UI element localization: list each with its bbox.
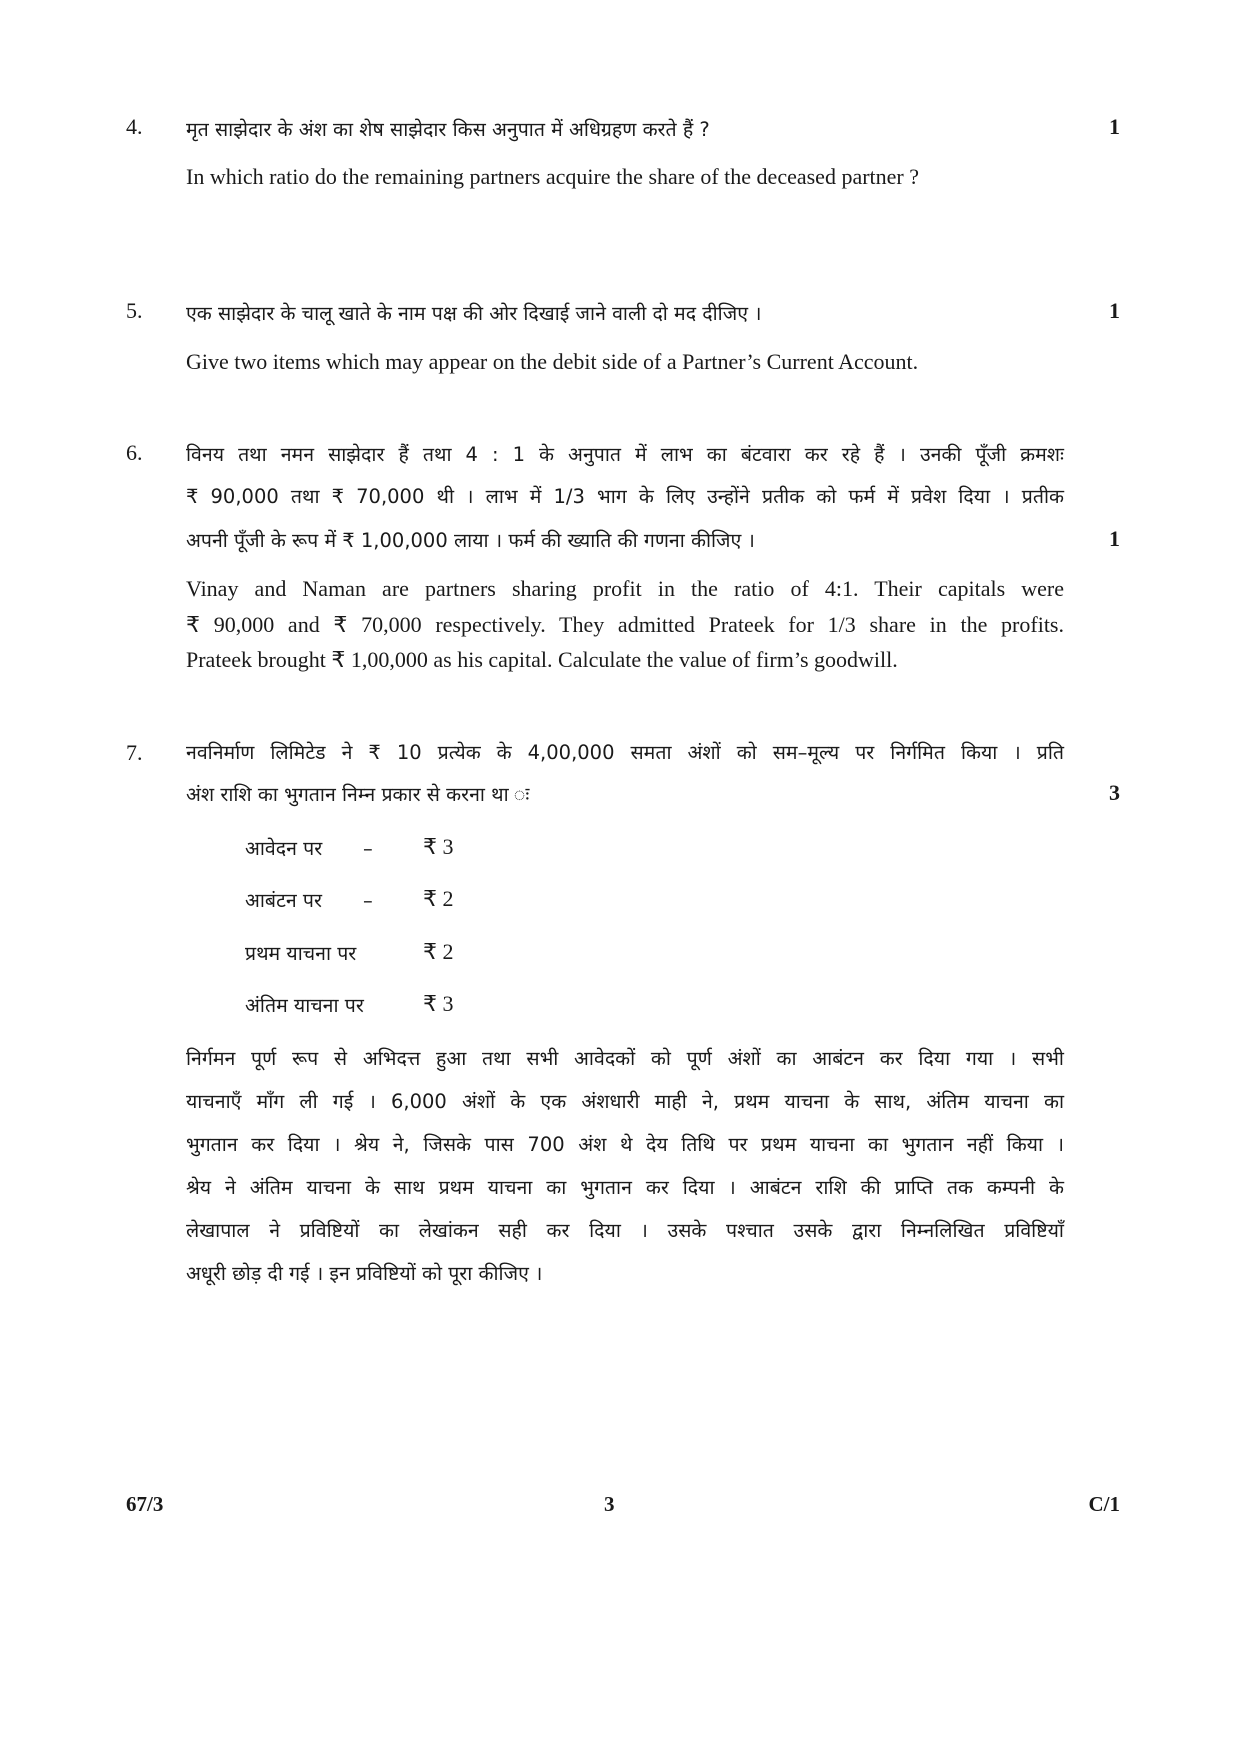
installment-label: अंतिम याचना पर xyxy=(245,994,364,1017)
installment-label: आवेदन पर xyxy=(245,837,323,860)
paper-code: 67/3 xyxy=(126,1492,164,1516)
installment-amount: ₹ 2 xyxy=(423,886,454,911)
question-hindi-line: नवनिर्माण लिमिटेड ने ₹ 10 प्रत्येक के 4,00,000 समता अंशों को सम–मूल्य पर निर्गमित किया । प्रति xyxy=(186,741,1064,764)
installment-row xyxy=(245,939,454,966)
installment-label: आबंटन पर xyxy=(245,889,322,912)
question-hindi-line: अपनी पूँजी के रूप में ₹ 1,00,000 लाया । फर्म की ख्याति की गणना कीजिए । xyxy=(186,529,755,552)
question-hindi-line: लेखापाल ने प्रविष्टियों का लेखांकन सही कर दिया । उसके पश्चात उसके द्वारा निम्नलिखित प्रविष्टियाँ xyxy=(186,1219,1064,1242)
question-number: 5. xyxy=(126,298,143,323)
question-english-text: In which ratio do the remaining partners acquire the share of the deceased partner ? xyxy=(186,164,920,189)
question-english-line: ₹ 90,000 and ₹ 70,000 respectively. They admitted Prateek for 1/3 share in the profits. xyxy=(186,612,1064,637)
installment-dash: – xyxy=(363,837,373,860)
question-number: 4. xyxy=(126,114,143,139)
question-english-text: Give two items which may appear on the debit side of a Partner’s Current Account. xyxy=(186,349,919,374)
question-hindi-line: श्रेय ने अंतिम याचना के साथ प्रथम याचना का भुगतान कर दिया । आबंटन राशि की प्राप्ति तक कम्पनी के xyxy=(186,1176,1064,1199)
installment-row xyxy=(245,991,454,1018)
installment-amount: ₹ 3 xyxy=(423,834,454,859)
question-hindi-text: मृत साझेदार के अंश का शेष साझेदार किस अनुपात में अधिग्रहण करते हैं ? xyxy=(186,118,710,141)
question-hindi-text: एक साझेदार के चालू खाते के नाम पक्ष की ओर दिखाई जाने वाली दो मद दीजिए । xyxy=(186,302,762,325)
question-marks: 1 xyxy=(1109,298,1120,323)
question-hindi-line: अंश राशि का भुगतान निम्न प्रकार से करना था ः xyxy=(186,783,530,806)
question-hindi-line: विनय तथा नमन साझेदार हैं तथा 4 : 1 के अनुपात में लाभ का बंटवारा कर रहे हैं । उनकी पूँजी क्रमशः xyxy=(186,443,1064,466)
question-english-line: Prateek brought ₹ 1,00,000 as his capital. Calculate the value of firm’s goodwill. xyxy=(186,647,898,672)
question-hindi-line: निर्गमन पूर्ण रूप से अभिदत्त हुआ तथा सभी आवेदकों को पूर्ण अंशों का आबंटन कर दिया गया । सभी xyxy=(186,1047,1064,1070)
question-marks: 3 xyxy=(1109,780,1120,805)
question-marks: 1 xyxy=(1109,114,1120,139)
question-hindi-line: याचनाएँ माँग ली गई । 6,000 अंशों के एक अंशधारी माही ने, प्रथम याचना के साथ, अंतिम याचना का xyxy=(186,1090,1064,1113)
question-marks: 1 xyxy=(1109,526,1120,551)
question-hindi-line: अधूरी छोड़ दी गई । इन प्रविष्टियों को पूरा कीजिए । xyxy=(186,1262,543,1285)
set-code: C/1 xyxy=(1088,1492,1120,1516)
question-english-line: Vinay and Naman are partners sharing profit in the ratio of 4:1. Their capitals were xyxy=(186,576,1064,601)
installment-amount: ₹ 3 xyxy=(423,991,454,1016)
installment-dash: – xyxy=(363,889,373,912)
installment-amount: ₹ 2 xyxy=(423,939,454,964)
question-number: 7. xyxy=(126,740,143,765)
page-number: 3 xyxy=(604,1492,615,1516)
installment-label: प्रथम याचना पर xyxy=(245,942,357,965)
question-number: 6. xyxy=(126,440,143,465)
question-hindi-line: भुगतान कर दिया । श्रेय ने, जिसके पास 700 अंश थे देय तिथि पर प्रथम याचना का भुगतान नहीं किया । xyxy=(186,1133,1064,1156)
question-hindi-line: ₹ 90,000 तथा ₹ 70,000 थी । लाभ में 1/3 भाग के लिए उन्होंने प्रतीक को फर्म में प्रवेश दिया । प्रतीक xyxy=(186,485,1064,508)
installment-row xyxy=(245,834,454,861)
installment-row xyxy=(245,886,454,913)
